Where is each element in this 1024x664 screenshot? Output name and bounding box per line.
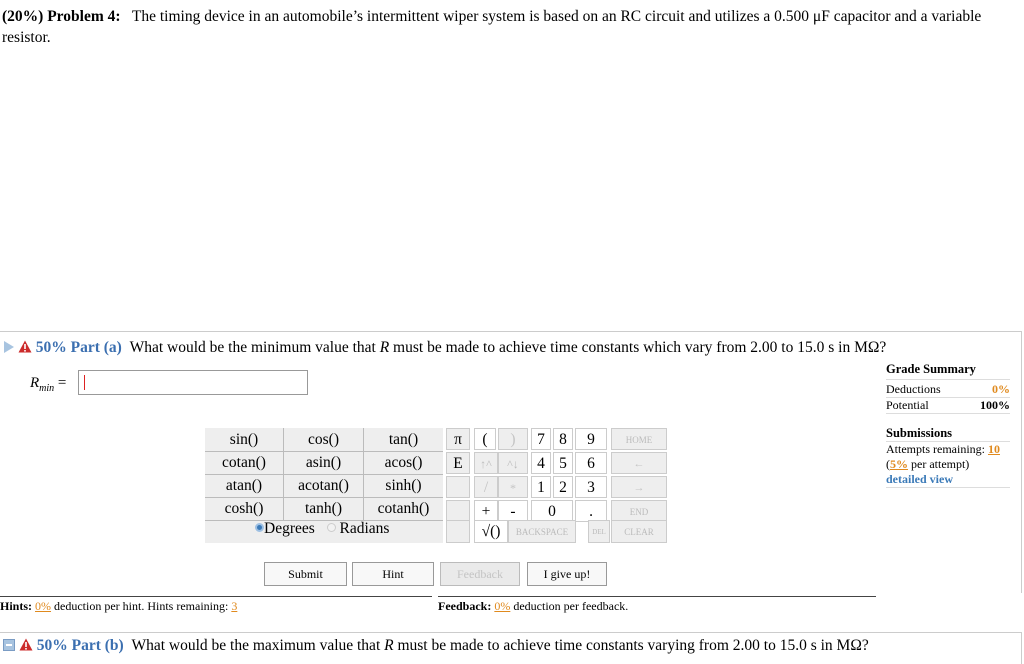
collapse-icon[interactable] — [3, 639, 15, 651]
part-a-header — [4, 339, 886, 357]
answer-label: $R_{min}$ = — [30, 375, 67, 394]
part-b-question-pre: What would be the maximum value that — [131, 637, 385, 654]
left-arrow-button[interactable]: ← — [611, 452, 667, 474]
blank-key — [446, 520, 470, 543]
cosh-button[interactable]: cosh() — [224, 500, 264, 517]
answer-input[interactable] — [78, 370, 308, 395]
feedback-label: Feedback: — [438, 599, 492, 613]
give-up-button[interactable]: I give up! — [527, 562, 607, 586]
problem-number: (20%) Problem 4: — [2, 8, 121, 25]
key-1[interactable]: 1 — [531, 476, 551, 498]
part-a-percent: 50% — [35, 339, 67, 356]
blank-key — [446, 476, 470, 498]
acotan-button[interactable]: acotan() — [298, 477, 349, 494]
key-6[interactable]: 6 — [575, 452, 607, 474]
down-caret-button[interactable]: ^↓ — [498, 452, 528, 474]
tan-button[interactable]: tan() — [388, 431, 419, 448]
tanh-button[interactable]: tanh() — [304, 500, 342, 517]
potential-label: Potential — [886, 398, 929, 412]
asin-button[interactable]: asin() — [305, 454, 342, 471]
left-paren-button[interactable]: ( — [474, 428, 496, 450]
problem-statement — [2, 6, 1017, 48]
feedback-info: Feedback: 0% deduction per feedback. — [438, 596, 876, 614]
sqrt-button[interactable]: √() — [474, 520, 508, 543]
part-b-question-post: must be made to achieve time constants varying from 2.00 to 15.0 s in MΩ? — [393, 637, 869, 654]
divide-button[interactable]: / — [474, 476, 498, 498]
backspace-button[interactable]: BACKSPACE — [508, 520, 576, 543]
part-b-header — [3, 637, 869, 655]
plus-button[interactable]: + — [474, 500, 498, 522]
key-9[interactable]: 9 — [575, 428, 607, 450]
up-caret-button[interactable]: ↑^ — [474, 452, 498, 474]
cos-button[interactable]: cos() — [308, 431, 339, 448]
clear-button[interactable]: CLEAR — [611, 520, 667, 543]
part-b-question-var: R — [384, 637, 394, 654]
submissions-panel: Submissions Attempts remaining: 10 (5% per attempt) detailed view — [886, 426, 1010, 488]
key-0[interactable]: 0 — [531, 500, 573, 522]
right-paren-button[interactable]: ) — [498, 428, 528, 450]
delete-button[interactable]: DEL — [588, 520, 610, 543]
text-cursor — [84, 375, 85, 390]
key-7[interactable]: 7 — [531, 428, 551, 450]
key-2[interactable]: 2 — [553, 476, 573, 498]
warning-icon — [18, 340, 32, 353]
part-a-label: Part (a) — [70, 339, 122, 356]
feedback-deduction: 0% — [494, 599, 511, 613]
part-a-question-var: R — [379, 339, 390, 356]
cotan-button[interactable]: cotan() — [222, 454, 266, 471]
key-5[interactable]: 5 — [553, 452, 573, 474]
sin-button[interactable]: sin() — [229, 431, 259, 448]
atan-button[interactable]: atan() — [225, 477, 263, 494]
hints-remaining: 3 — [231, 599, 238, 613]
grade-summary-title: Grade Summary — [886, 362, 1010, 380]
multiply-button[interactable]: * — [498, 476, 528, 498]
sinh-button[interactable]: sinh() — [385, 477, 422, 494]
end-button[interactable]: END — [611, 500, 667, 522]
part-a-question-post: must be made to achieve time constants which vary from 2.00 to 15.0 s in MΩ? — [389, 339, 887, 356]
problem-text: The timing device in an automobile’s intermittent wiper system is based on an RC circuit and utilizes a 0.500 μF capacitor and a variable resistor. — [2, 8, 982, 46]
submissions-title: Submissions — [886, 426, 953, 440]
hint-deduction: 0% — [35, 599, 52, 613]
decimal-button[interactable]: . — [575, 500, 607, 522]
potential-value: 100% — [980, 398, 1010, 412]
radians-radio[interactable] — [327, 523, 336, 532]
submit-button[interactable]: Submit — [264, 562, 347, 586]
hints-label: Hints: — [0, 599, 33, 613]
key-4[interactable]: 4 — [531, 452, 551, 474]
expand-play-icon[interactable] — [4, 341, 14, 353]
part-b-label: Part (b) — [71, 637, 124, 654]
blank-key — [446, 500, 470, 522]
deductions-label: Deductions — [886, 382, 941, 396]
angle-mode — [255, 520, 389, 538]
hints-info: Hints: 0% deduction per hint. Hints remaining: 3 — [0, 596, 432, 614]
acos-button[interactable]: acos() — [384, 454, 423, 471]
deductions-value: 0% — [992, 382, 1010, 396]
degrees-label[interactable]: Degrees — [264, 520, 315, 537]
per-attempt-percent: 5% — [890, 457, 908, 471]
key-3[interactable]: 3 — [575, 476, 607, 498]
attempts-remaining: 10 — [987, 442, 1000, 456]
minus-button[interactable]: - — [498, 500, 528, 522]
e-button[interactable]: E — [446, 452, 470, 474]
grade-summary — [886, 362, 1010, 414]
warning-icon — [19, 638, 33, 651]
degrees-radio[interactable] — [255, 523, 264, 532]
home-button[interactable]: HOME — [611, 428, 667, 450]
key-8[interactable]: 8 — [553, 428, 573, 450]
pi-button[interactable]: π — [446, 428, 470, 450]
feedback-button[interactable]: Feedback — [440, 562, 520, 586]
part-b-percent: 50% — [36, 637, 68, 654]
cotanh-button[interactable]: cotanh() — [377, 500, 430, 517]
part-a-question-pre: What would be the minimum value that — [129, 339, 380, 356]
detailed-view-link[interactable]: detailed view — [886, 472, 953, 486]
right-arrow-button[interactable]: → — [611, 476, 667, 498]
hint-button[interactable]: Hint — [352, 562, 434, 586]
radians-label[interactable]: Radians — [339, 520, 390, 537]
